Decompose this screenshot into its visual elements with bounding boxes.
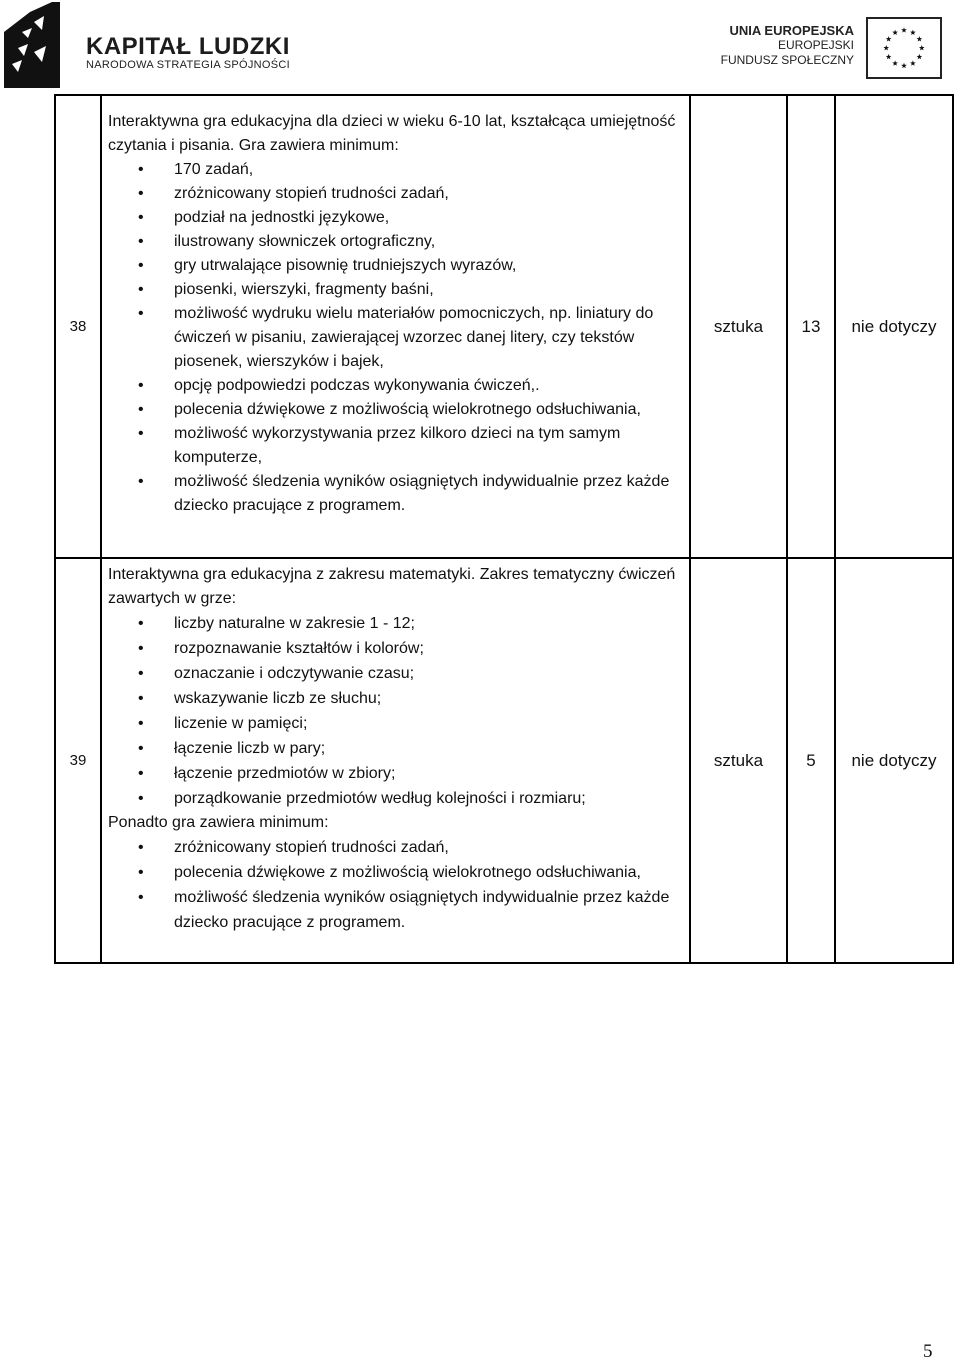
list-item: • gry utrwalające pisownię trudniejszych wyrazów, [174,254,679,278]
list-item: • piosenki, wierszyki, fragmenty baśni, [174,278,679,302]
list-item: • łączenie liczb w pary; [174,736,679,761]
list-item: • możliwość wydruku wielu materiałów pomocniczych, np. liniatury do ćwiczeń w pisaniu, zawierającej wzorzec danej litery, czy tekstów piosenek, wierszyków i bajek, [174,302,679,374]
row-vat: nie dotyczy [835,558,953,963]
list-item: • możliwość wykorzystywania przez kilkoro dzieci na tym samym komputerze, [174,422,679,470]
row-unit: sztuka [690,558,787,963]
list-item: • liczby naturalne w zakresie 1 - 12; [174,611,679,636]
list-item: • 170 zadań, [174,158,679,182]
list-item: • liczenie w pamięci; [174,711,679,736]
list-item: • polecenia dźwiękowe z możliwością wielokrotnego odsłuchiwania, [174,860,679,885]
kapital-ludzki-title: KAPITAŁ LUDZKI [86,33,290,60]
eu-star-icon [919,45,925,50]
list-item: • możliwość śledzenia wyników osiągniętych indywidualnie przez każde dziecko pracujące z programem. [174,885,679,935]
row-intro: Interaktywna gra edukacyjna dla dzieci w wieku 6-10 lat, kształcąca umiejętność czytania i pisania. Gra zawiera minimum: [108,113,676,154]
kapital-ludzki-logo-icon [4,2,68,88]
list-item: • polecenia dźwiękowe z możliwością wielokrotnego odsłuchiwania, [174,398,679,422]
row-unit: sztuka [690,95,787,558]
list-item: • łączenie przedmiotów w zbiory; [174,761,679,786]
eu-star-icon [917,36,923,41]
kapital-ludzki-subtitle: NARODOWA STRATEGIA SPÓJNOŚCI [86,59,290,71]
page-number: 5 [923,1341,933,1362]
eu-star-icon [910,30,916,35]
table-row [55,95,953,558]
eu-line-3: FUNDUSZ SPOŁECZNY [720,53,854,67]
row-intro-2: Ponadto gra zawiera minimum: [108,814,329,831]
list-item: • porządkowanie przedmiotów według kolejności i rozmiaru; [174,786,679,811]
row-number: 39 [55,558,101,963]
eu-star-icon [892,60,898,65]
row-description [101,558,690,963]
feature-list [108,158,679,518]
list-item: • rozpoznawanie kształtów i kolorów; [174,636,679,661]
row-intro: Interaktywna gra edukacyjna z zakresu matematyki. Zakres tematyczny ćwiczeń zawartych w grze: [108,566,676,607]
eu-line-2: EUROPEJSKI [777,38,854,52]
eu-flag-icon [866,17,942,79]
list-item: • zróżnicowany stopień trudności zadań, [174,835,679,860]
list-item: • podział na jednostki językowe, [174,206,679,230]
row-quantity: 13 [787,95,835,558]
page-header [0,0,960,92]
feature-list [108,611,679,811]
eu-logo-text [721,23,854,68]
eu-star-icon [901,63,907,68]
eu-line-1: UNIA EUROPEJSKA [729,23,854,38]
list-item: • oznaczanie i odczytywanie czasu; [174,661,679,686]
list-item: • wskazywanie liczb ze słuchu; [174,686,679,711]
list-item: • możliwość śledzenia wyników osiągniętych indywidualnie przez każde dziecko pracujące z programem. [174,470,679,518]
list-item: • ilustrowany słowniczek ortograficzny, [174,230,679,254]
table-row [55,558,953,963]
row-description [101,95,690,558]
row-quantity: 5 [787,558,835,963]
eu-star-icon [901,27,907,32]
eu-star-icon [886,54,892,59]
eu-star-icon [910,60,916,65]
list-item: • zróżnicowany stopień trudności zadań, [174,182,679,206]
eu-star-icon [883,45,889,50]
row-vat: nie dotyczy [835,95,953,558]
list-item: • opcję podpowiedzi podczas wykonywania ćwiczeń,. [174,374,679,398]
eu-star-icon [917,54,923,59]
eu-star-icon [892,30,898,35]
row-number: 38 [55,95,101,558]
specification-table [54,94,954,964]
eu-star-icon [886,36,892,41]
feature-list-2 [108,835,679,935]
